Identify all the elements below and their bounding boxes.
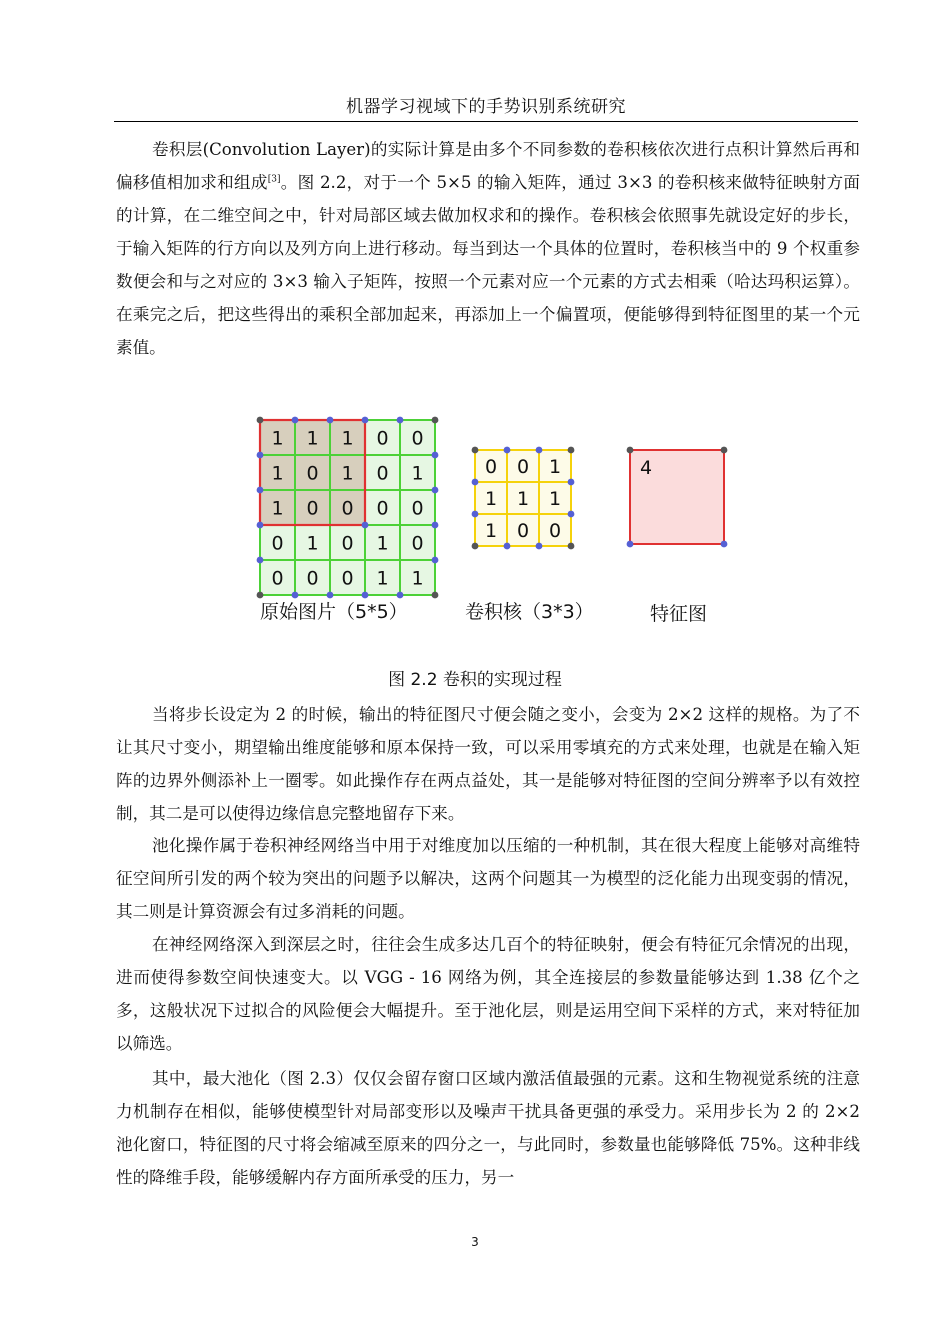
feature-map-vertex-dot — [721, 447, 728, 454]
input-matrix-cell-value: 0 — [376, 427, 389, 450]
paragraph-feature-redundancy: 在神经网络深入到深层之时，往往会生成多达几百个的特征映射，便会有特征冗余情况的出现，进而使得参数空间快速变大。以 VGG - 16 网络为例，其全连接层的参数量能够达到 1.38 亿个之多，这般状况下过拟合的风险便会大幅提升。至于池化层，则是运用空间下采样的方式，来对特征加以筛选。 — [116, 935, 860, 1053]
input-matrix-cell-value: 1 — [341, 427, 354, 450]
kernel-matrix-cell-value: 1 — [548, 456, 562, 478]
kernel-matrix-vertex-dot — [568, 479, 575, 486]
input-matrix-cell-value: 1 — [411, 567, 424, 590]
kernel-matrix-vertex-dot — [472, 511, 479, 518]
input-matrix-cell-value: 0 — [341, 567, 354, 590]
kernel-matrix-label: 卷积核（3*3） — [465, 601, 594, 623]
input-matrix-vertex-dot — [257, 487, 264, 494]
input-matrix-cell-value: 1 — [376, 567, 389, 590]
input-matrix-cell-value: 0 — [341, 532, 354, 555]
input-matrix-vertex-dot — [397, 417, 404, 424]
paragraph-max-pooling: 其中，最大池化（图 2.3）仅仅会留存窗口区域内激活值最强的元素。这和生物视觉系统的注意力机制存在相似，能够使模型针对局部变形以及噪声干扰具备更强的承受力。采用步长为 2 的 2×2 池化窗口，特征图的尺寸将会缩减至原来的四分之一，与此同时，参数量也能够降低 75%。这种非线性的降维手段，能够缓解内存方面所承受的压力，另一 — [116, 1069, 860, 1187]
input-matrix-cell-value: 1 — [411, 462, 424, 485]
kernel-matrix-cell-value: 0 — [516, 520, 530, 542]
feature-map-vertex-dot — [627, 541, 634, 548]
input-matrix-cell-value: 1 — [271, 462, 284, 485]
input-matrix-cell-value: 0 — [411, 497, 424, 520]
kernel-matrix-cell-value: 1 — [516, 488, 530, 510]
input-matrix-cell-value: 1 — [271, 427, 284, 450]
input-matrix-vertex-dot — [432, 417, 439, 424]
input-matrix-vertex-dot — [432, 522, 439, 529]
input-matrix-vertex-dot — [292, 592, 299, 599]
paragraph-pooling: 池化操作属于卷积神经网络当中用于对维度加以压缩的一种机制，其在很大程度上能够对高维特征空间所引发的两个较为突出的问题予以解决，这两个问题其一为模型的泛化能力出现变弱的情况，其二则是计算资源会有过多消耗的问题。 — [116, 836, 860, 921]
figure-canvas — [230, 400, 750, 640]
input-matrix-vertex-dot — [432, 557, 439, 564]
input-matrix-cell-value: 0 — [306, 497, 319, 520]
kernel-matrix-vertex-dot — [504, 543, 511, 550]
kernel-matrix-cell-value: 0 — [516, 456, 530, 478]
input-matrix-vertex-dot — [292, 417, 299, 424]
input-matrix-cell-value: 1 — [306, 427, 319, 450]
input-matrix-cell-value: 0 — [376, 462, 389, 485]
kernel-window-corner-dot — [362, 522, 369, 529]
figure-caption: 图 2.2 卷积的实现过程 — [388, 670, 562, 690]
kernel-matrix-vertex-dot — [568, 447, 575, 454]
input-matrix-vertex-dot — [257, 522, 264, 529]
input-matrix-cell-value: 0 — [271, 532, 284, 555]
input-matrix-cell-value: 1 — [376, 532, 389, 555]
page-number: 3 — [471, 1235, 479, 1249]
feature-map-vertex-dot — [627, 447, 634, 454]
input-matrix-cell-value: 1 — [306, 532, 319, 555]
kernel-matrix-vertex-dot — [568, 511, 575, 518]
input-matrix-cell-value: 0 — [306, 462, 319, 485]
feature-map-label: 特征图 — [650, 603, 708, 625]
input-matrix-cell-value: 1 — [271, 497, 284, 520]
input-matrix-cell-value: 1 — [341, 462, 354, 485]
header-rule — [114, 121, 858, 122]
kernel-matrix-vertex-dot — [536, 447, 543, 454]
kernel-matrix-vertex-dot — [568, 543, 575, 550]
feature-map-vertex-dot — [721, 541, 728, 548]
feature-map-value: 4 — [640, 457, 653, 479]
input-matrix-vertex-dot — [362, 417, 369, 424]
input-matrix-vertex-dot — [257, 592, 264, 599]
kernel-matrix-vertex-dot — [536, 543, 543, 550]
kernel-matrix-cell-value: 1 — [548, 488, 562, 510]
input-matrix-vertex-dot — [362, 592, 369, 599]
input-matrix-cell-value: 0 — [411, 532, 424, 555]
citation-ref[interactable]: [3] — [267, 174, 281, 185]
running-header: 机器学习视域下的手势识别系统研究 — [346, 97, 626, 117]
input-matrix-vertex-dot — [327, 417, 334, 424]
input-matrix-vertex-dot — [432, 487, 439, 494]
input-matrix-vertex-dot — [327, 592, 334, 599]
input-matrix-cell-value: 0 — [271, 567, 284, 590]
input-matrix-vertex-dot — [432, 592, 439, 599]
kernel-matrix-cell-value: 1 — [484, 520, 498, 542]
input-matrix-vertex-dot — [257, 417, 264, 424]
input-matrix-cell-value: 0 — [341, 497, 354, 520]
kernel-matrix-cell-value: 0 — [484, 456, 498, 478]
kernel-matrix-cell-value: 1 — [484, 488, 498, 510]
paragraph-text: 卷积层(Convolution Layer)的实际计算是由多个不同参数的卷积核依次进行点积计算然后再和偏移值相加求和组成 — [116, 140, 860, 192]
input-matrix-label: 原始图片（5*5） — [260, 601, 408, 623]
paragraph-stride-padding: 当将步长设定为 2 的时候，输出的特征图尺寸便会随之变小，会变为 2×2 这样的规格。为了不让其尺寸变小，期望输出维度能够和原本保持一致，可以采用零填充的方式来处理，也就是在输入矩阵的边界外侧添补上一圈零。如此操作存在两点益处，其一是能够对特征图的空间分辨率予以有效控制，其二是可以使得边缘信息完整地留存下来。 — [116, 705, 860, 823]
input-matrix-cell-value: 0 — [306, 567, 319, 590]
input-matrix-vertex-dot — [397, 592, 404, 599]
input-matrix-vertex-dot — [257, 452, 264, 459]
kernel-matrix-vertex-dot — [472, 543, 479, 550]
paragraph-convolution-layer — [116, 133, 860, 364]
kernel-matrix-cell-value: 0 — [548, 520, 562, 542]
input-matrix-cell-value: 0 — [411, 427, 424, 450]
input-matrix-cell-value: 0 — [376, 497, 389, 520]
kernel-matrix-vertex-dot — [472, 447, 479, 454]
kernel-matrix-vertex-dot — [472, 479, 479, 486]
paragraph-text: 。图 2.2，对于一个 5×5 的输入矩阵，通过 3×3 的卷积核来做特征映射方面的计算，在二维空间之中，针对局部区域去做加权求和的操作。卷积核会依照事先就设定好的步长，于输入矩阵的行方向以及列方向上进行移动。每当到达一个具体的位置时，卷积核当中的 9 个权重参数便会和与之对应的 3×3 输入子矩阵，按照一个元素对应一个元素的方式去相乘（哈达玛积运算）。在乘完之后，把这些得出的乘积全部加起来，再添加上一个偏置项，便能够得到特征图里的某一个元素值。 — [116, 173, 860, 357]
input-matrix-vertex-dot — [432, 452, 439, 459]
convolution-figure — [230, 400, 750, 640]
kernel-matrix-vertex-dot — [504, 447, 511, 454]
input-matrix-vertex-dot — [257, 557, 264, 564]
